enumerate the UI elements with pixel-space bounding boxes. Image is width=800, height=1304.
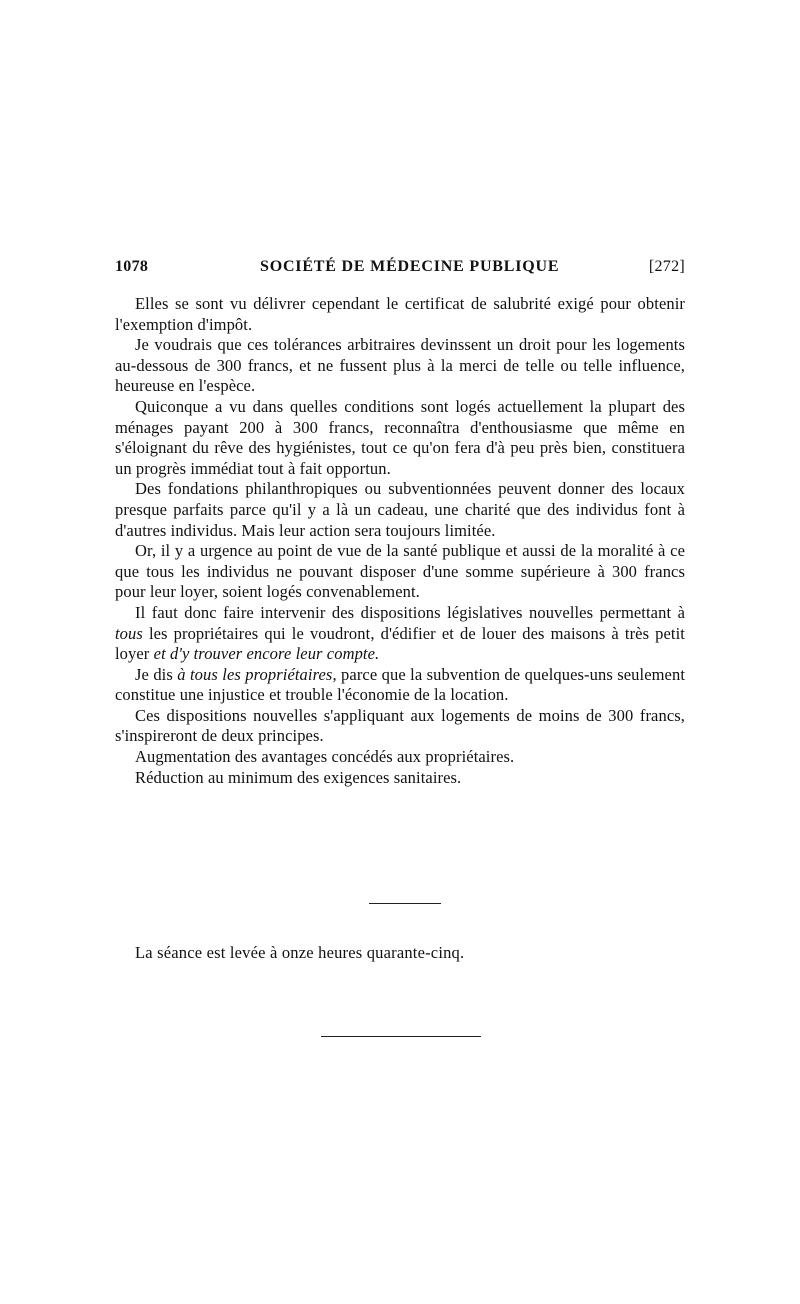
paragraph: Or, il y a urgence au point de vue de la santé publique et aussi de la moralité à ce que tous les individus ne pouvant disposer d'une somme supérieure à 300 francs pour leur loyer, soient logés convenablement. <box>115 541 685 602</box>
running-title: SOCIÉTÉ DE MÉDECINE PUBLIQUE <box>260 258 560 275</box>
running-header <box>115 258 685 282</box>
end-rule <box>321 1036 481 1037</box>
paragraph-text: les propriétaires qui le voudront, d'édifier et de louer des maisons à très petit loyer <box>115 623 685 664</box>
paragraph-text: , parce que la subvention de quelques-uns seulement constitue une injustice et trouble l'économie de la location. <box>115 664 686 705</box>
paragraph: Je voudrais que ces tolérances arbitraires devinssent un droit pour les logements au-dessous de 300 francs, et ne fussent plus à la merci de telle ou telle influence, heureuse en l'espèce. <box>115 335 685 396</box>
paragraph: Des fondations philanthropiques ou subventionnées peuvent donner des locaux presque parfaits parce qu'il y a là un cadeau, une charité que des individus font à d'autres individus. Mais leur action sera toujours limitée. <box>115 479 685 540</box>
section-divider <box>369 903 441 904</box>
italic-emphasis: tous <box>115 623 143 643</box>
italic-emphasis: et d'y trouver encore leur compte. <box>153 644 380 664</box>
page-number: 1078 <box>115 258 149 275</box>
body-text <box>115 294 685 788</box>
closing-line: La séance est levée à onze heures quarante-cinq. <box>135 943 465 962</box>
paragraph: Réduction au minimum des exigences sanitaires. <box>135 767 462 787</box>
paragraph: Ces dispositions nouvelles s'appliquant aux logements de moins de 300 francs, s'inspireront de deux principes. <box>115 705 685 746</box>
paragraph <box>115 665 685 706</box>
paragraph: Quiconque a vu dans quelles conditions sont logés actuellement la plupart des ménages payant 200 à 300 francs, reconnaîtra d'enthousiasme que même en s'éloignant du rêve des hygiénistes, tout ce qu'on fera d'à peu près bien, constituera un progrès immédiat tout à fait opportun. <box>115 396 685 478</box>
bracket-page-number: [272] <box>648 258 685 275</box>
paragraph: Elles se sont vu délivrer cependant le certificat de salubrité exigé pour obtenir l'exemption d'impôt. <box>115 294 685 334</box>
paragraph: Augmentation des avantages concédés aux propriétaires. <box>135 747 515 767</box>
paragraph-text: Il faut donc faire intervenir des dispositions législatives nouvelles permettant à <box>135 602 685 622</box>
paragraph <box>115 603 685 665</box>
italic-emphasis: à tous les propriétaires <box>177 664 333 684</box>
paragraph-text: Je dis <box>135 664 178 684</box>
